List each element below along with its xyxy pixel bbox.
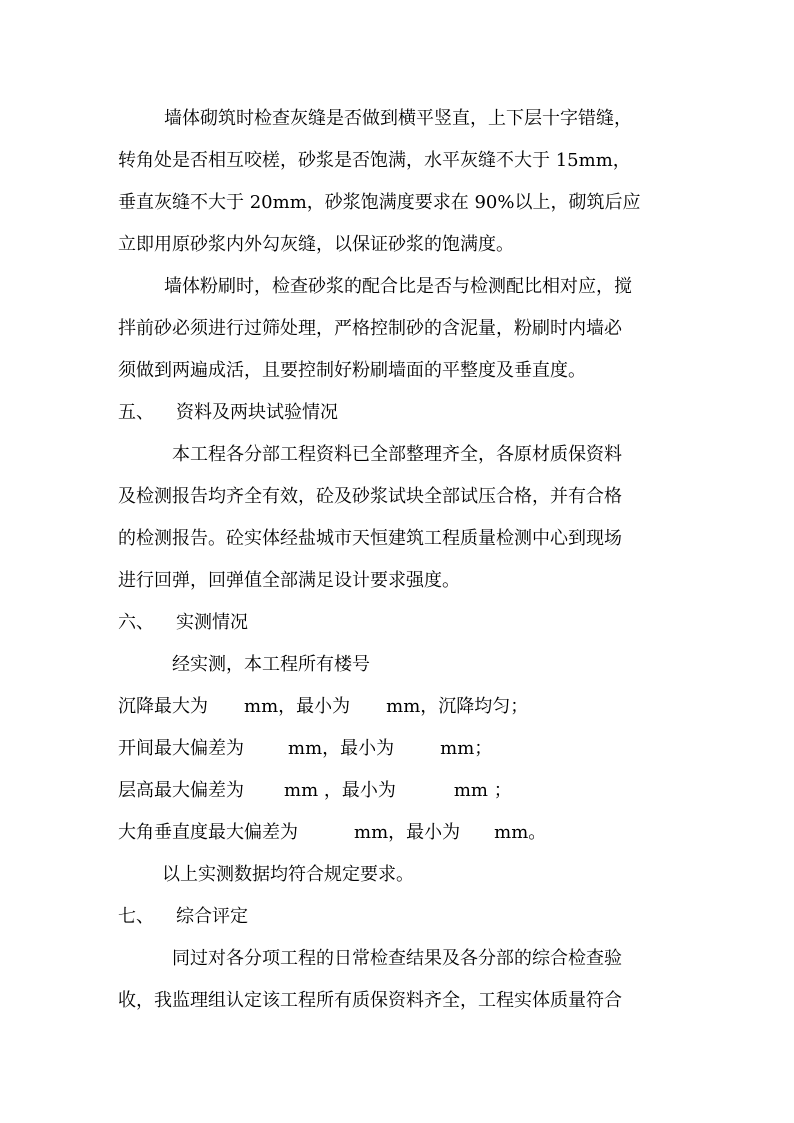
section5-line-2: 及检测报告均齐全有效，砼及砂浆试块全部试压合格，并有合格: [118, 486, 622, 507]
masonry-line-1: 墙体砌筑时检查灰缝是否做到横平竖直，上下层十字错缝，: [164, 108, 632, 129]
masonry-line-4: 立即用原砂浆内外勾灰缝，以保证砂浆的饱满度。: [118, 234, 514, 255]
storey-height-label: 层高最大偏差为: [118, 780, 244, 801]
settlement-label: 沉降最大为: [118, 696, 208, 717]
plaster-line-2: 拌前砂必须进行过筛处理，严格控制砂的含泥量，粉刷时内墙必: [118, 318, 622, 339]
corner-verticality-line: [118, 820, 546, 846]
storey-height-min-label: mm ，最小为: [284, 780, 396, 801]
settlement-line: [118, 694, 528, 720]
section7-heading: [118, 904, 248, 930]
bay-deviation-end: mm；: [440, 738, 493, 759]
section7-title: 综合评定: [176, 906, 248, 927]
storey-height-line: [118, 778, 512, 804]
section5-line-3: 的检测报告。砼实体经盐城市天恒建筑工程质量检测中心到现场: [118, 528, 622, 549]
storey-height-end: mm ；: [453, 780, 512, 801]
section6-intro: 经实测，本工程所有楼号: [172, 654, 370, 675]
section5-heading: [118, 400, 338, 426]
section7-line-1: 同过对各分项工程的日常检查结果及各分部的综合检查验: [172, 948, 622, 969]
plaster-line-1: 墙体粉刷时，检查砂浆的配合比是否与检测配比相对应，搅: [164, 276, 632, 297]
section6-heading: [118, 610, 248, 636]
corner-verticality-label: 大角垂直度最大偏差为: [118, 822, 298, 843]
section6-number: 六、: [118, 612, 154, 633]
bay-deviation-label: 开间最大偏差为: [118, 738, 244, 759]
corner-verticality-end: mm。: [494, 822, 547, 843]
masonry-line-3: 垂直灰缝不大于 20mm，砂浆饱满度要求在 90%以上，砌筑后应: [118, 192, 641, 213]
section5-line-4: 进行回弹，回弹值全部满足设计要求强度。: [118, 570, 460, 591]
masonry-line-2: 转角处是否相互咬槎，砂浆是否饱满，水平灰缝不大于 15mm，: [118, 150, 631, 171]
bay-deviation-line: [118, 736, 492, 762]
section7-number: 七、: [118, 906, 154, 927]
settlement-min-label: mm，最小为: [244, 696, 351, 717]
section5-line-1: 本工程各分部工程资料已全部整理齐全，各原材质保资料: [172, 444, 622, 465]
measurement-conclusion: 以上实测数据均符合规定要求。: [162, 864, 414, 885]
section6-title: 实测情况: [176, 612, 248, 633]
section7-line-2: 收，我监理组认定该工程所有质保资料齐全，工程实体质量符合: [118, 990, 622, 1011]
settlement-end: mm，沉降均匀；: [386, 696, 529, 717]
corner-verticality-min-label: mm，最小为: [354, 822, 461, 843]
plaster-line-3: 须做到两遍成活，且要控制好粉刷墙面的平整度及垂直度。: [118, 360, 586, 381]
section5-number: 五、: [118, 402, 154, 423]
section5-title: 资料及两块试验情况: [176, 402, 338, 423]
bay-deviation-min-label: mm，最小为: [288, 738, 395, 759]
